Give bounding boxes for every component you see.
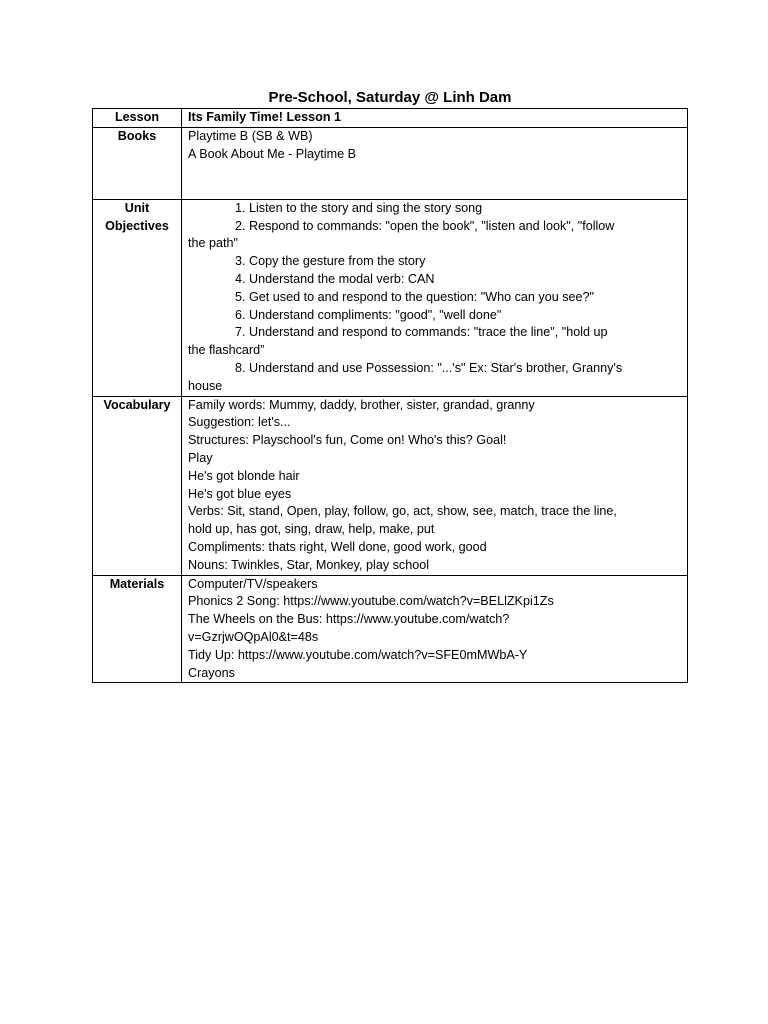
vocabulary-line: Structures: Playschool's fun, Come on! Who's this? Goal! xyxy=(188,433,507,448)
materials-content xyxy=(182,575,688,683)
objective-item xyxy=(188,218,683,254)
vocabulary-label: Vocabulary xyxy=(93,396,182,575)
objective-text: 5. Get used to and respond to the question: "Who can you see?" xyxy=(235,289,595,304)
materials-link-line[interactable]: Tidy Up: https://www.youtube.com/watch?v=SFE0mMWbA-Y xyxy=(188,647,528,662)
objective-item xyxy=(188,324,683,360)
unit-objectives-label-line: Unit xyxy=(124,200,150,215)
table-row-unit-objectives xyxy=(93,199,688,396)
materials-link-line[interactable]: The Wheels on the Bus: https://www.youtube.com/watch? xyxy=(188,612,510,627)
vocabulary-line: Nouns: Twinkles, Star, Monkey, play school xyxy=(188,557,430,572)
unit-objectives-label xyxy=(93,199,182,396)
vocabulary-line: He's got blue eyes xyxy=(188,486,292,501)
vocabulary-line: Play xyxy=(188,450,213,465)
objective-text: 3. Copy the gesture from the story xyxy=(235,254,426,269)
objective-item xyxy=(188,289,683,307)
unit-objectives-label-line: Objectives xyxy=(105,218,169,233)
materials-link-line[interactable]: v=GzrjwOQpAl0&t=48s xyxy=(188,629,319,644)
objective-item xyxy=(188,360,683,396)
document-title: Pre-School, Saturday @ Linh Dam xyxy=(268,89,512,106)
objective-item xyxy=(188,253,683,271)
vocabulary-line: He's got blonde hair xyxy=(188,468,300,483)
books-label: Books xyxy=(93,127,182,199)
objective-text: 1. Listen to the story and sing the story song xyxy=(235,200,483,215)
vocabulary-line: Suggestion: let's... xyxy=(188,415,291,430)
table-row-lesson xyxy=(93,109,688,128)
table-row-materials xyxy=(93,575,688,683)
objective-item xyxy=(188,271,683,289)
objective-text: 7. Understand and respond to commands: "trace the line", "hold up xyxy=(235,325,608,340)
vocabulary-line: Compliments: thats right, Well done, good work, good xyxy=(188,539,487,554)
objective-text: 4. Understand the modal verb: CAN xyxy=(235,271,435,286)
objective-text-continued: house xyxy=(188,378,223,393)
objective-text: 6. Understand compliments: "good", "well done" xyxy=(235,307,502,322)
vocabulary-line: Verbs: Sit, stand, Open, play, follow, go, act, show, see, match, trace the line, xyxy=(188,504,617,519)
lesson-plan-table xyxy=(92,108,688,683)
lesson-label: Lesson xyxy=(93,109,182,128)
vocabulary-line: Family words: Mummy, daddy, brother, sister, grandad, granny xyxy=(188,397,535,412)
materials-line: Crayons xyxy=(188,665,235,680)
books-content xyxy=(182,127,688,199)
objective-text-continued: the path" xyxy=(188,236,238,251)
unit-objectives-content xyxy=(182,199,688,396)
materials-line: Computer/TV/speakers xyxy=(188,576,318,591)
materials-label: Materials xyxy=(93,575,182,683)
materials-link-line[interactable]: Phonics 2 Song: https://www.youtube.com/watch?v=BELlZKpi1Zs xyxy=(188,594,554,609)
vocabulary-content xyxy=(182,396,688,575)
objective-text: 2. Respond to commands: "open the book", "listen and look", "follow xyxy=(235,218,615,233)
objective-text-continued: the flashcard” xyxy=(188,343,265,358)
objective-item xyxy=(188,307,683,325)
table-row-books xyxy=(93,127,688,199)
books-line: A Book About Me - Playtime B xyxy=(188,146,356,161)
books-line: Playtime B (SB & WB) xyxy=(188,128,313,143)
table-row-vocabulary xyxy=(93,396,688,575)
vocabulary-line: hold up, has got, sing, draw, help, make, put xyxy=(188,522,435,537)
objective-text: 8. Understand and use Possession: "...'s" Ex: Star's brother, Granny's xyxy=(235,360,623,375)
objective-item xyxy=(188,200,683,218)
lesson-value: Its Family Time! Lesson 1 xyxy=(182,109,688,128)
